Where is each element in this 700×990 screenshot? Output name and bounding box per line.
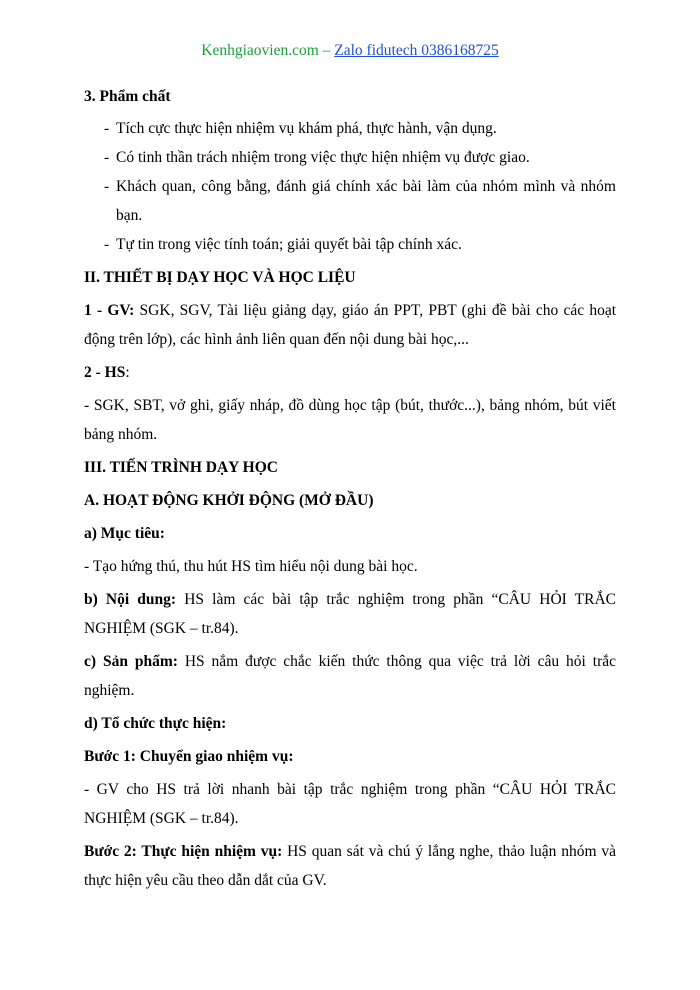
step2-label: Bước 2: Thực hiện nhiệm vụ: — [84, 843, 283, 860]
bullet-text: Tự tin trong việc tính toán; giải quyết bài tập chính xác. — [116, 236, 462, 253]
bullet-text: Có tinh thần trách nhiệm trong việc thực hiện nhiệm vụ được giao. — [116, 149, 530, 166]
hs-heading — [84, 358, 616, 387]
product-paragraph — [84, 647, 616, 705]
step2-paragraph — [84, 837, 616, 895]
content-text: HS làm các bài tập trắc nghiệm trong phần “CÂU HỎI TRẮC NGHIỆM (SGK – tr.84). — [84, 591, 616, 637]
bullet-item — [84, 172, 616, 230]
section-title-thiet-bi: II. THIẾT BỊ DẠY HỌC VÀ HỌC LIỆU — [84, 269, 356, 286]
hs-paragraph: - SGK, SBT, vở ghi, giấy nháp, đồ dùng học tập (bút, thước...), bảng nhóm, bút viết bảng nhóm. — [84, 397, 616, 443]
section-title-pham-chat: 3. Phẩm chất — [84, 88, 171, 105]
objective-label: a) Mục tiêu: — [84, 525, 165, 542]
gv-paragraph — [84, 296, 616, 354]
gv-label: 1 - GV: — [84, 302, 135, 319]
bullet-item — [84, 114, 616, 143]
step1-label: Bước 1: Chuyển giao nhiệm vụ: — [84, 748, 294, 765]
content-paragraph — [84, 585, 616, 643]
document-body — [84, 82, 616, 895]
site-link[interactable]: Kenhgiaovien.com — [201, 42, 319, 59]
activity-title: A. HOẠT ĐỘNG KHỞI ĐỘNG (MỞ ĐẦU) — [84, 492, 374, 509]
bullet-text: Tích cực thực hiện nhiệm vụ khám phá, thực hành, vận dụng. — [116, 120, 497, 137]
section-title-tien-trinh: III. TIẾN TRÌNH DẠY HỌC — [84, 459, 278, 476]
bullet-dash: - — [104, 236, 110, 253]
organize-label: d) Tổ chức thực hiện: — [84, 715, 227, 732]
product-text: HS nắm được chắc kiến thức thông qua việc trả lời câu hỏi trắc nghiệm. — [84, 653, 616, 699]
objective-text: - Tạo hứng thú, thu hút HS tìm hiểu nội dung bài học. — [84, 558, 418, 575]
bullet-dash: - — [104, 178, 110, 195]
header-separator: – — [318, 42, 335, 59]
zalo-link[interactable]: Zalo fidutech 0386168725 — [334, 42, 499, 59]
content-label: b) Nội dung: — [84, 591, 177, 608]
hs-label: 2 - HS — [84, 364, 126, 381]
product-label: c) Sản phẩm: — [84, 653, 178, 670]
step2-text: HS quan sát và chú ý lắng nghe, thảo luận nhóm và thực hiện yêu cầu theo dẫn dắt của GV. — [84, 843, 617, 889]
hs-colon: : — [125, 364, 130, 381]
step1-text: - GV cho HS trả lời nhanh bài tập trắc nghiệm trong phần “CÂU HỎI TRẮC NGHIỆM (SGK – tr.84). — [84, 781, 616, 827]
gv-text: SGK, SGV, Tài liệu giảng dạy, giáo án PPT, PBT (ghi đề bài cho các hoạt động trên lớp), các hình ảnh liên quan đến nội dung bài học,... — [84, 302, 617, 348]
page-header — [0, 40, 700, 62]
bullet-item — [84, 143, 616, 172]
bullet-dash: - — [104, 120, 110, 137]
bullet-text: Khách quan, công bằng, đánh giá chính xác bài làm của nhóm mình và nhóm bạn. — [116, 178, 616, 224]
bullet-item — [84, 230, 616, 259]
bullet-dash: - — [104, 149, 110, 166]
